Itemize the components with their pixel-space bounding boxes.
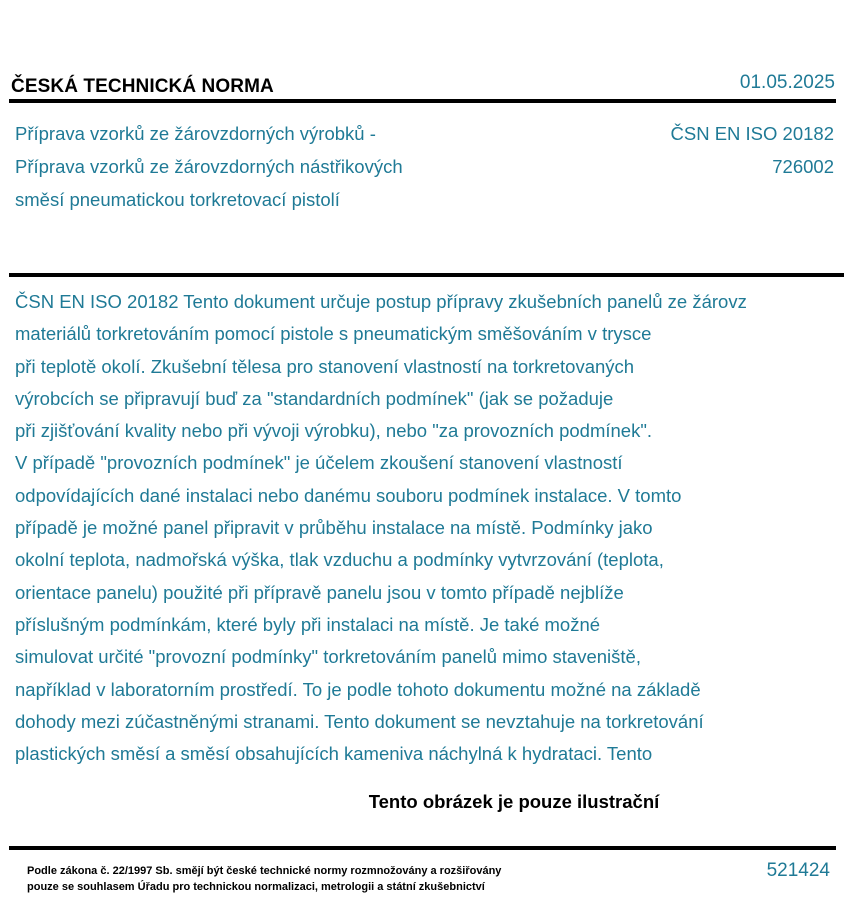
abstract-line: orientace panelu) použité při přípravě panelu jsou v tomto případě nejblíže bbox=[15, 581, 624, 603]
abstract-line: příslušným podmínkám, které byly při instalaci na místě. Je také možné bbox=[15, 613, 601, 635]
abstract-line: při zjišťování kvality nebo při vývoji výrobku), nebo "za provozních podmínek". bbox=[15, 420, 653, 442]
header-divider bbox=[9, 99, 836, 103]
abstract-line: V případě "provozních podmínek" je účelem zkoušení stanovení vlastností bbox=[15, 452, 623, 474]
issue-date: 01.05.2025 bbox=[739, 72, 835, 93]
title-line: Příprava vzorků ze žárovzdorných nástřikových bbox=[15, 156, 403, 177]
abstract-line: odpovídajících dané instalaci nebo danému souboru podmínek instalace. V tomto bbox=[15, 484, 682, 506]
abstract-line: plastických směsí a směsí obsahujících kameniva náchylná k hydrataci. Tento bbox=[15, 743, 653, 765]
abstract-line: případě je možné panel připravit v průběhu instalace na místě. Podmínky jako bbox=[15, 517, 653, 539]
abstract-line: okolní teplota, nadmořská výška, tlak vzduchu a podmínky vytvrzování (teplota, bbox=[15, 549, 664, 571]
document-brand: ČESKÁ TECHNICKÁ NORMA bbox=[11, 76, 274, 97]
abstract-text bbox=[15, 286, 865, 770]
catalog-number: 521424 bbox=[766, 860, 830, 881]
title-line: Příprava vzorků ze žárovzdorných výrobků - bbox=[15, 123, 376, 144]
footer-divider bbox=[9, 846, 836, 850]
abstract-line: ČSN EN ISO 20182 Tento dokument určuje postup přípravy zkušebních panelů ze žárovz bbox=[15, 291, 747, 312]
class-code: 726002 bbox=[772, 156, 834, 177]
legal-line: pouze se souhlasem Úřadu pro technickou normalizaci, metrologii a státní zkušebnictví bbox=[27, 881, 485, 893]
abstract-line: materiálů torkretováním pomocí pistole s pneumatickým směšováním v trysce bbox=[15, 323, 652, 345]
abstract-line: při teplotě okolí. Zkušební tělesa pro stanovení vlastností na torkretovaných bbox=[15, 355, 635, 377]
legal-line: Podle zákona č. 22/1997 Sb. smějí být české technické normy rozmnožovány a rozšiřovány bbox=[27, 865, 502, 877]
standard-code: ČSN EN ISO 20182 bbox=[670, 123, 834, 144]
abstract-line: simulovat určité "provozní podmínky" torkretováním panelů mimo staveniště, bbox=[15, 646, 641, 668]
document-title bbox=[15, 117, 403, 216]
illustration-notice: Tento obrázek je pouze ilustrační bbox=[368, 791, 660, 812]
abstract-line: například v laboratorním prostředí. To je podle tohoto dokumentu možné na základě bbox=[15, 678, 701, 700]
abstract-line: dohody mezi zúčastněnými stranami. Tento dokument se nevztahuje na torkretování bbox=[15, 710, 704, 732]
legal-notice bbox=[27, 863, 501, 895]
abstract-line: výrobcích se připravují buď za "standardních podmínek" (jak se požaduje bbox=[15, 387, 614, 409]
document-codes bbox=[671, 117, 835, 183]
title-line: směsí pneumatickou torkretovací pistolí bbox=[15, 189, 340, 210]
title-divider bbox=[9, 273, 844, 277]
